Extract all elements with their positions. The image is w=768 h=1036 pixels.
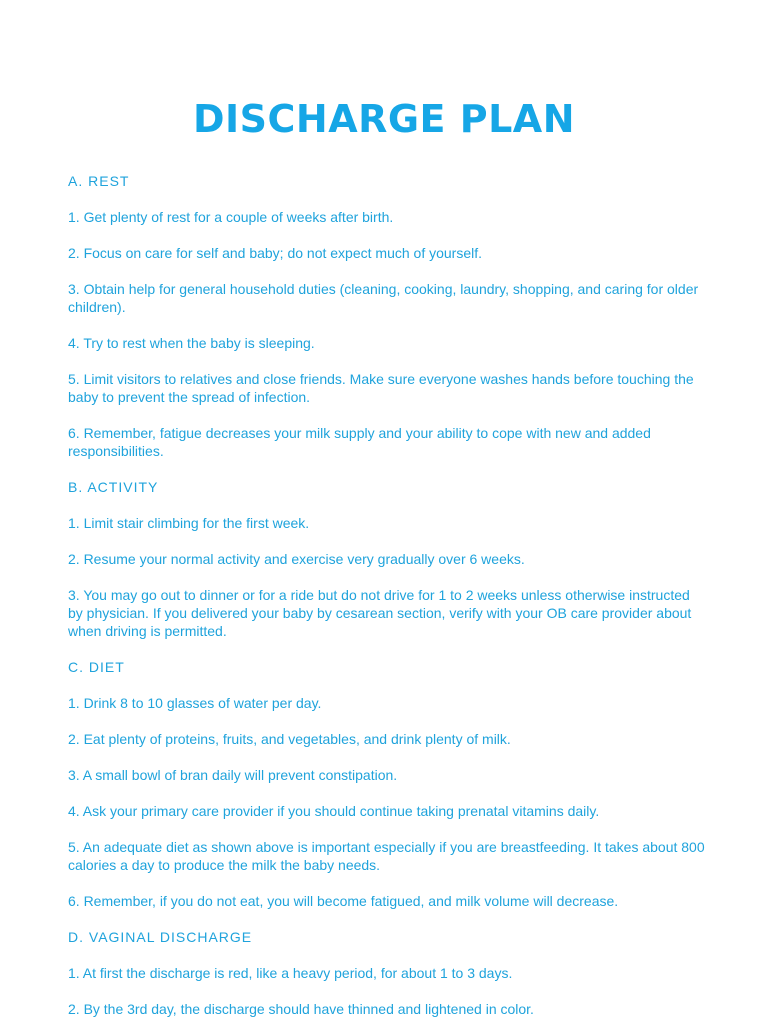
list-item: 3. You may go out to dinner or for a ride but do not drive for 1 to 2 weeks unless otherwise instructed by physician. If you delivered your baby by cesarean section, verify with your OB care provider about when driving is permitted. — [68, 587, 692, 639]
document-body — [68, 172, 708, 1036]
list-item: 5. An adequate diet as shown above is important especially if you are breastfeeding. It takes about 800 calories a day to produce the milk the baby needs. — [68, 839, 705, 873]
list-item: 1. At first the discharge is red, like a heavy period, for about 1 to 3 days. — [68, 965, 513, 981]
list-item: 3. A small bowl of bran daily will prevent constipation. — [68, 767, 398, 783]
section-heading: A. REST — [68, 173, 130, 189]
section-activity — [68, 478, 708, 640]
section-diet — [68, 658, 708, 910]
list-item: 1. Limit stair climbing for the first week. — [68, 515, 310, 531]
list-item: 5. Limit visitors to relatives and close friends. Make sure everyone washes hands before touching the baby to prevent the spread of infection. — [68, 371, 694, 405]
list-item: 6. Remember, if you do not eat, you will become fatigued, and milk volume will decrease. — [68, 893, 619, 909]
list-item: 6. Remember, fatigue decreases your milk supply and your ability to cope with new and added responsibilities. — [68, 425, 651, 459]
section-vaginal-discharge — [68, 928, 708, 1018]
list-item: 1. Get plenty of rest for a couple of weeks after birth. — [68, 209, 394, 225]
page-title: DISCHARGE PLAN — [192, 97, 576, 141]
list-item: 1. Drink 8 to 10 glasses of water per day. — [68, 695, 322, 711]
list-item: 2. Focus on care for self and baby; do not expect much of yourself. — [68, 245, 483, 261]
list-item: 2. Eat plenty of proteins, fruits, and vegetables, and drink plenty of milk. — [68, 731, 511, 747]
section-heading: B. ACTIVITY — [68, 479, 159, 495]
list-item: 4. Try to rest when the baby is sleeping. — [68, 335, 315, 351]
section-rest — [68, 172, 708, 460]
section-heading: C. DIET — [68, 659, 125, 675]
section-heading: D. VAGINAL DISCHARGE — [68, 929, 253, 945]
list-item: 2. By the 3rd day, the discharge should have thinned and lightened in color. — [68, 1001, 534, 1017]
list-item: 2. Resume your normal activity and exercise very gradually over 6 weeks. — [68, 551, 525, 567]
list-item: 3. Obtain help for general household duties (cleaning, cooking, laundry, shopping, and caring for older children). — [68, 281, 699, 315]
list-item: 4. Ask your primary care provider if you should continue taking prenatal vitamins daily. — [68, 803, 600, 819]
